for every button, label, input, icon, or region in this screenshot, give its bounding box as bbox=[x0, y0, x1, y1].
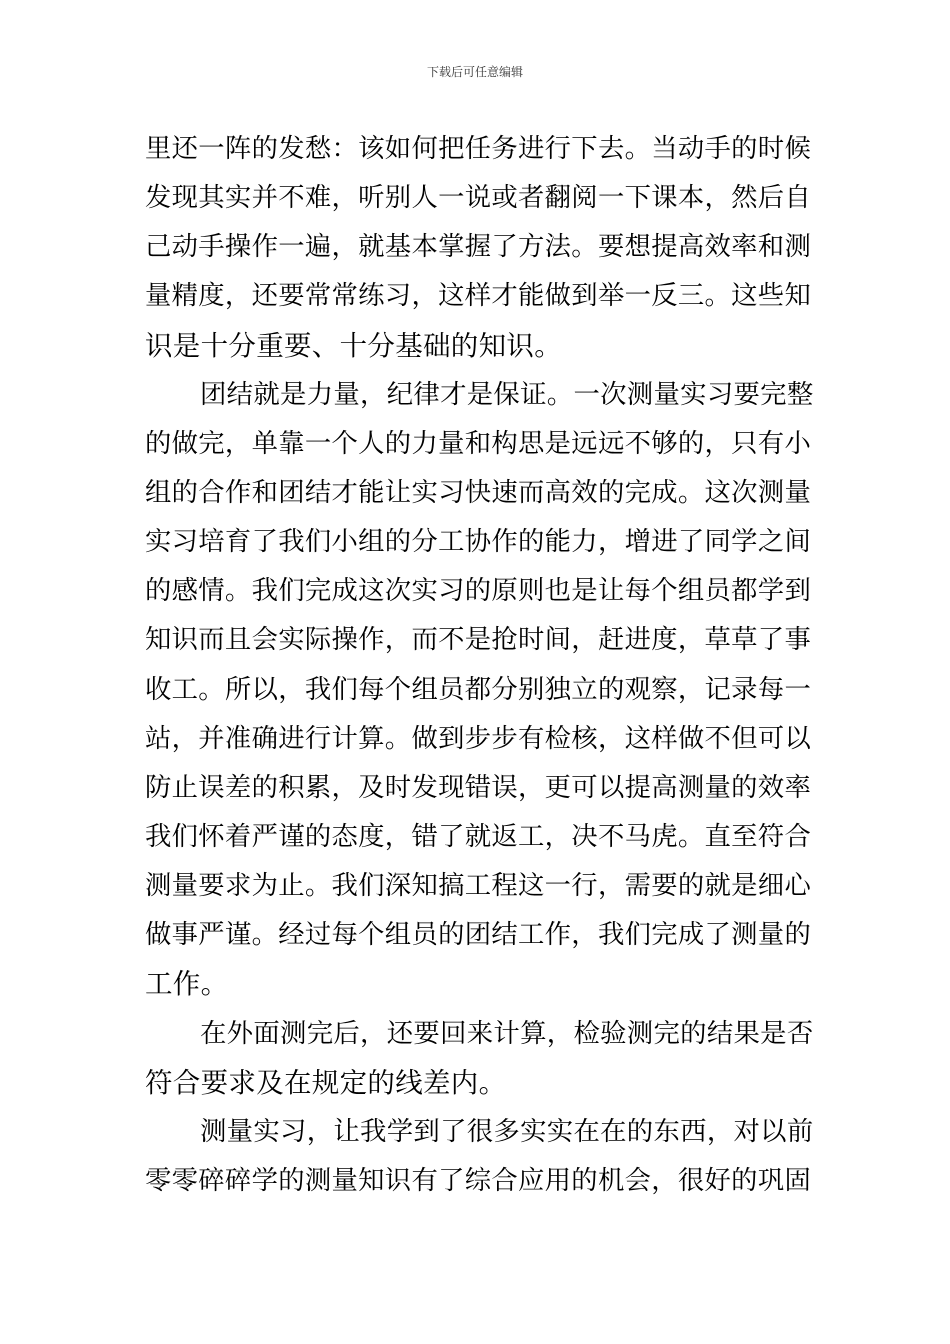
text-line: 识是十分重要、十分基础的知识。 bbox=[145, 329, 562, 362]
text-line: 里还一阵的发愁：该如何把任务进行下去。当动手的时候 bbox=[145, 134, 812, 164]
text-line: 团结就是力量，纪律才是保证。一次测量实习要完整 bbox=[200, 379, 814, 410]
text-line: 我们怀着严谨的态度，错了就返工，决不马虎。直至符合 bbox=[145, 821, 812, 852]
page-header: 下载后可任意编辑 bbox=[426, 65, 523, 79]
text-line: 知识而且会实际操作，而不是抢时间，赶进度，草草了事 bbox=[145, 625, 812, 656]
text-line: 测量实习，让我学到了很多实实在在的东西，对以前 bbox=[200, 1116, 814, 1147]
text-line: 站，并准确进行计算。做到步步有检核，这样做不但可以 bbox=[145, 723, 812, 754]
text-line: 组的合作和团结才能让实习快速而高效的完成。这次测量 bbox=[145, 477, 812, 508]
text-line: 的感情。我们完成这次实习的原则也是让每个组员都学到 bbox=[145, 576, 812, 607]
text-line: 测量要求为止。我们深知搞工程这一行，需要的就是细心 bbox=[145, 871, 812, 902]
text-line: 实习培育了我们小组的分工协作的能力，增进了同学之间 bbox=[145, 527, 812, 558]
text-line: 的做完，单靠一个人的力量和构思是远远不够的，只有小 bbox=[145, 428, 812, 459]
text-line: 零零碎碎学的测量知识有了综合应用的机会，很好的巩固 bbox=[145, 1165, 812, 1196]
text-line: 在外面测完后，还要回来计算，检验测完的结果是否 bbox=[200, 1018, 814, 1049]
text-line: 收工。所以，我们每个组员都分别独立的观察，记录每一 bbox=[145, 674, 812, 705]
text-line: 工作。 bbox=[145, 968, 229, 1001]
text-line: 量精度，还要常常练习，这样才能做到举一反三。这些知 bbox=[145, 281, 812, 312]
text-line: 符合要求及在规定的线差内。 bbox=[145, 1066, 507, 1099]
document-body bbox=[145, 125, 814, 1206]
text-line: 防止误差的积累，及时发现错误，更可以提高测量的效率 bbox=[145, 772, 812, 803]
text-line: 己动手操作一遍，就基本掌握了方法。要想提高效率和测 bbox=[145, 232, 812, 263]
text-line: 发现其实并不难，听别人一说或者翻阅一下课本，然后自 bbox=[145, 183, 812, 214]
text-line: 做事严谨。经过每个组员的团结工作，我们完成了测量的 bbox=[145, 920, 812, 951]
